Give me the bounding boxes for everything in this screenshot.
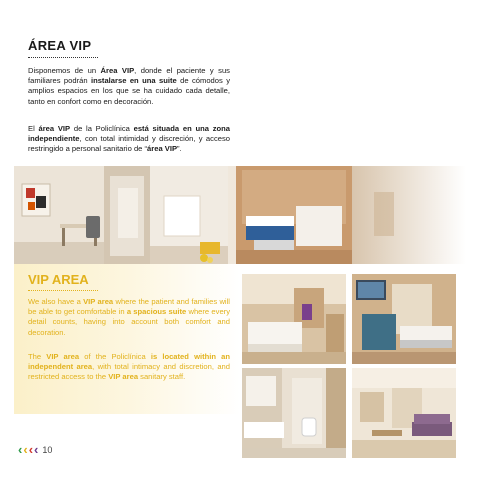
page-number-text: 10 <box>42 445 53 455</box>
spanish-title-rule <box>28 57 98 58</box>
chevron-left-icon: ‹ <box>18 442 23 457</box>
page-number <box>18 444 52 456</box>
english-title-rule <box>28 290 98 291</box>
photo-strip <box>14 166 466 264</box>
spanish-title: ÁREA VIP <box>28 38 92 53</box>
photo-living-area <box>352 368 456 458</box>
english-paragraph-1: We also have a VIP area where the patient and families will be able to get comfortable in a spacious suite where every detail counts, having into account both comfort and decoration. <box>28 297 230 337</box>
photo-suite-room <box>242 274 346 364</box>
spanish-paragraph-2: El área VIP de la Policlínica está situada en una zona independiente, con total intimidad y discreción, y acceso restringido a personal sanitario de “área VIP”. <box>28 124 230 154</box>
chevron-left-icon: ‹ <box>23 442 28 457</box>
suite-panorama-photo <box>14 166 466 264</box>
spanish-paragraph-1: Disponemos de un Área VIP, donde el paciente y sus familiares podrán instalarse en una suite de cómodos y amplios espacios en los que se ha cuidado cada detalle, tanto en confort como en decoración. <box>28 66 230 106</box>
photo-patient-room-tv <box>352 274 456 364</box>
photo-bathroom <box>242 368 346 458</box>
english-title: VIP AREA <box>28 272 89 287</box>
english-paragraph-2: The VIP area of the Policlínica is located within an independent area, with total intimacy and discretion, and restricted access to the VIP area sanitary staff. <box>28 352 231 382</box>
chevron-left-icon: ‹ <box>34 442 39 457</box>
chevron-left-icon: ‹ <box>28 442 34 457</box>
